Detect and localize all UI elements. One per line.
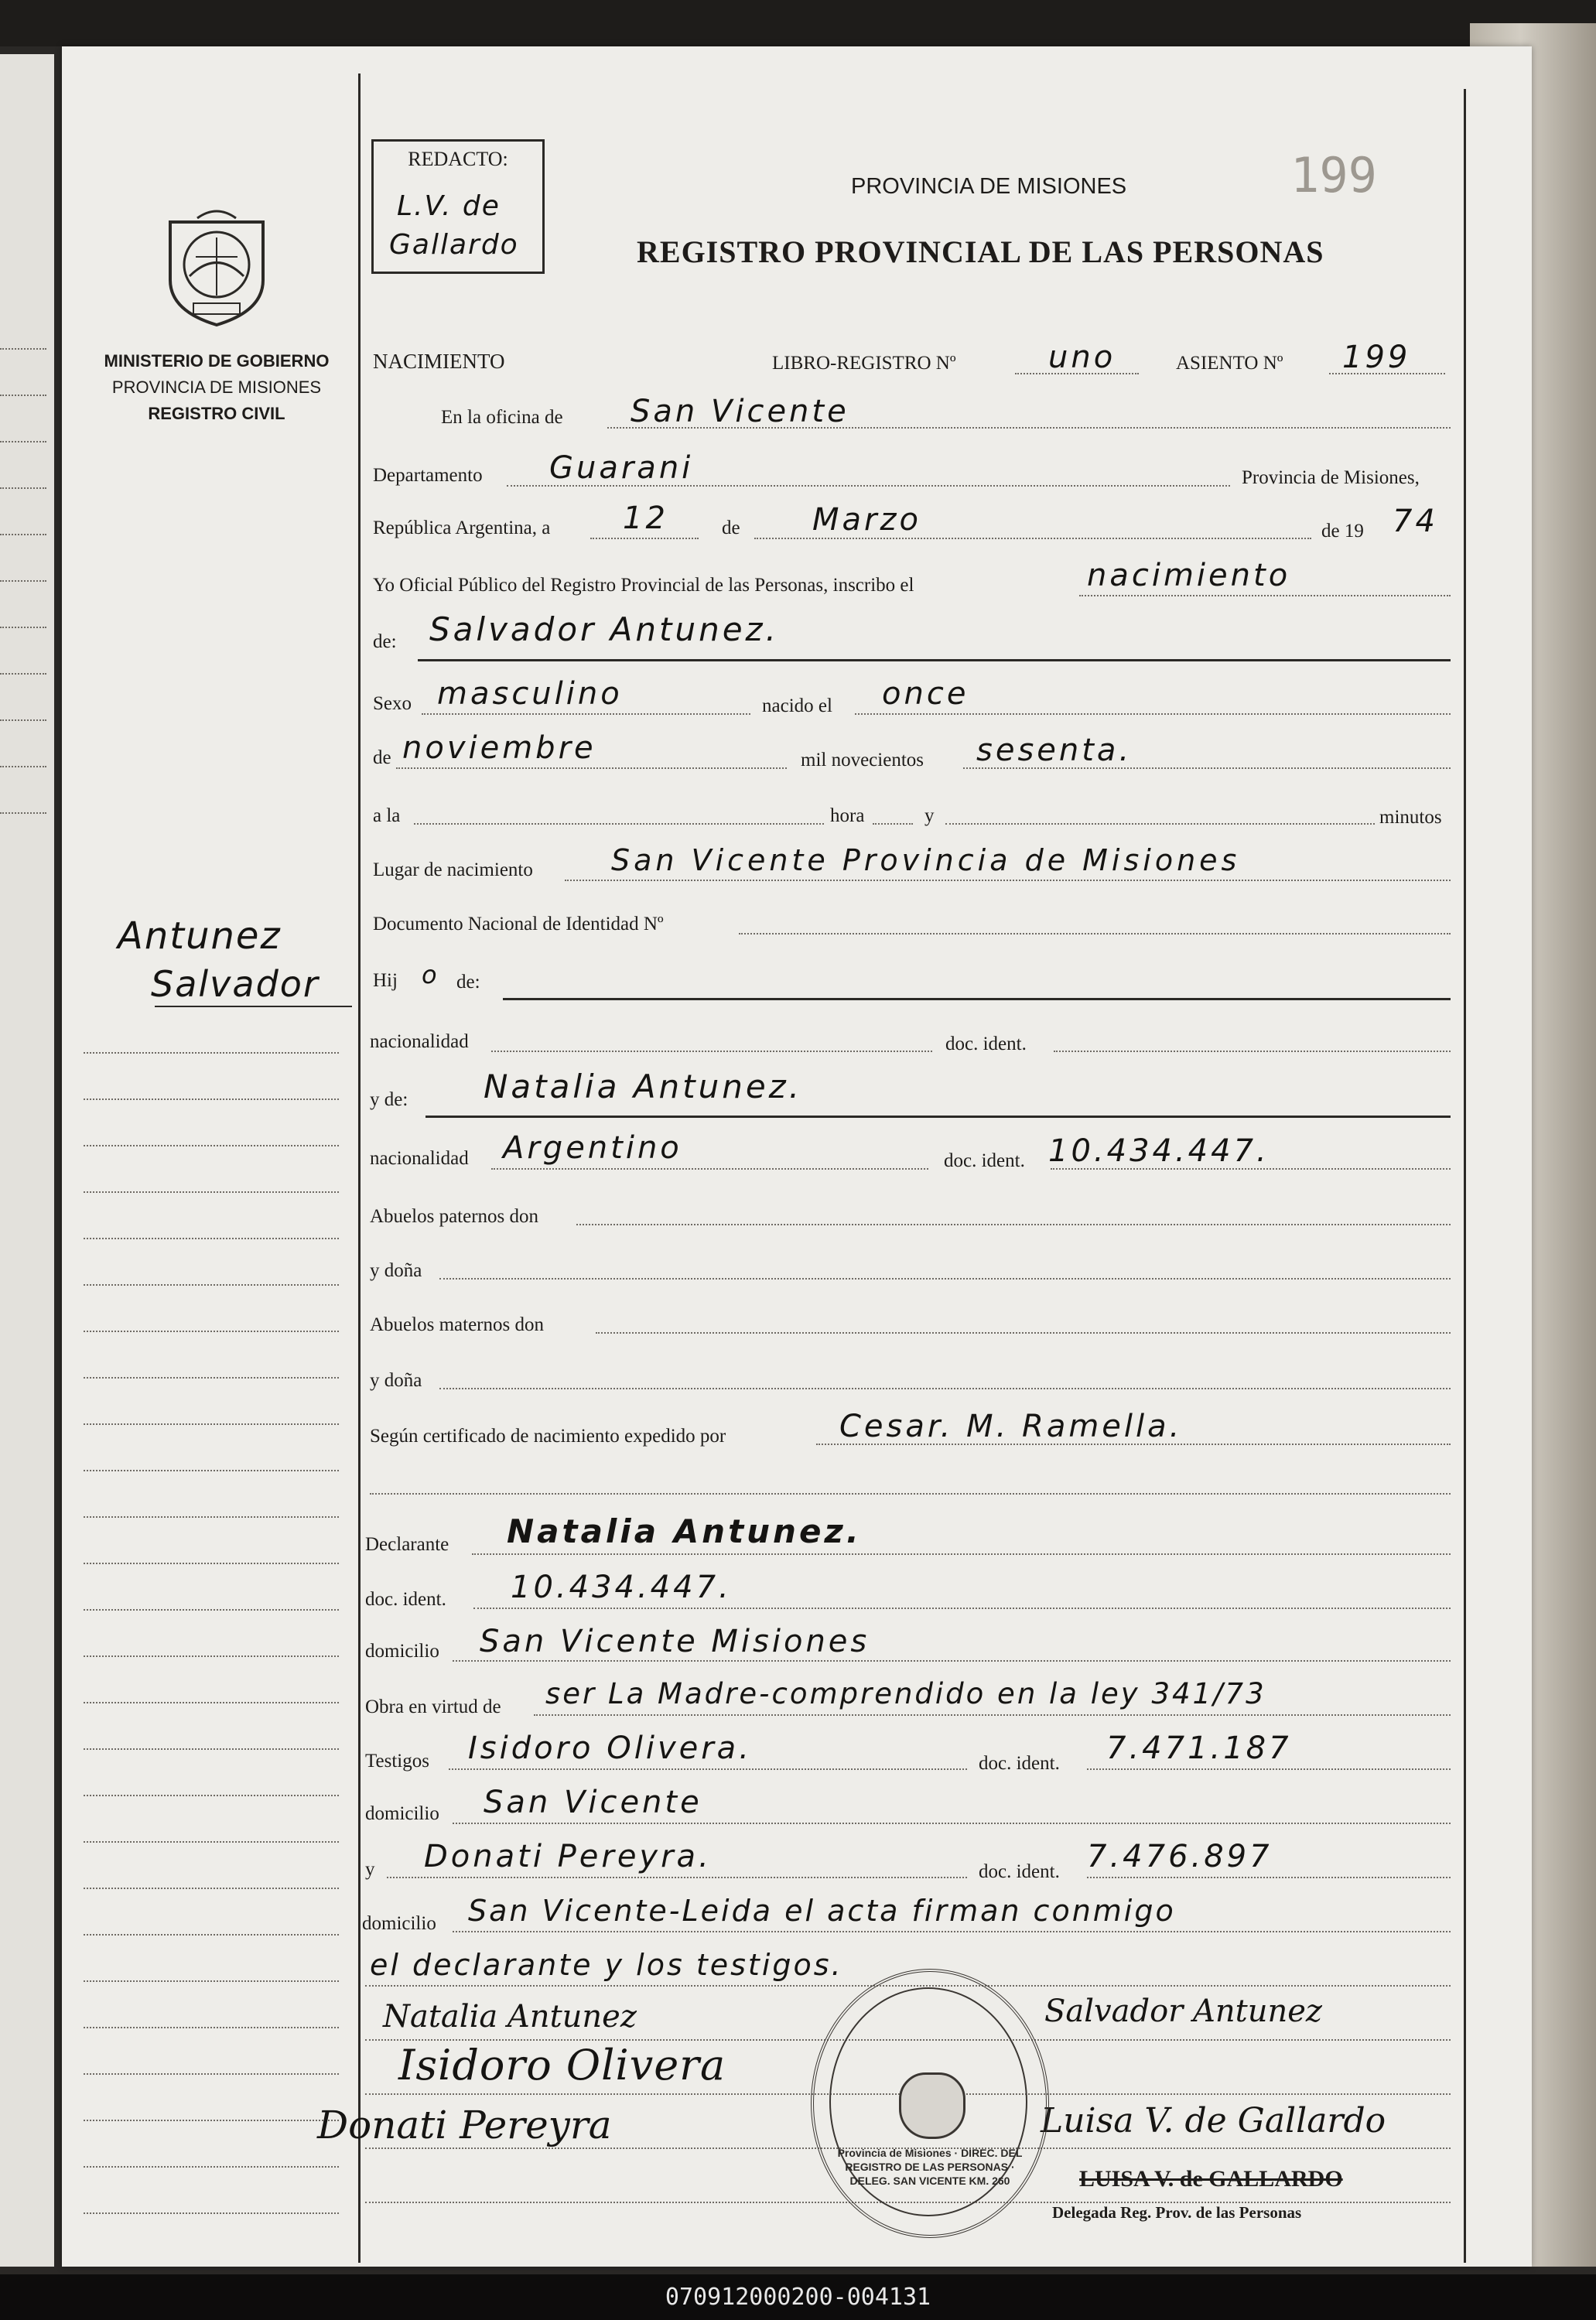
signature-declarante: Natalia Antunez [383, 1999, 637, 2035]
provincia-label: Provincia de Misiones, [1242, 467, 1420, 488]
testigo2-dots [387, 1877, 967, 1878]
mes-dots [754, 538, 1311, 539]
child-name-line [418, 659, 1451, 661]
dia-dots [590, 538, 699, 539]
testigo1-domicilio-dots [453, 1823, 1451, 1824]
de-label: de [722, 518, 740, 538]
departamento-value: Guarani [549, 450, 694, 486]
testigo1-doc-value: 7.471.187 [1106, 1731, 1292, 1766]
de-colon-label: de: [373, 631, 397, 652]
lugar-value: San Vicente Provincia de Misiones [611, 843, 1241, 877]
redacto-name-line2: Gallardo [389, 229, 519, 261]
mes-value: Marzo [812, 502, 921, 538]
abuelos-paternos-dots [576, 1224, 1451, 1225]
testigo2-domicilio-label: domicilio [362, 1913, 436, 1934]
ministry-line3: REGISTRO CIVIL [148, 404, 285, 423]
nacido-mes-dots [396, 767, 787, 769]
republica-label: República Argentina, a [373, 518, 551, 538]
father-nacionalidad-dots [491, 1051, 932, 1052]
libro-label: LIBRO-REGISTRO Nº [772, 353, 956, 374]
stamp-text: Provincia de Misiones · DIREC. DEL REGISTRO DE LAS PERSONAS · DELEG. SAN VICENTE KM. 260 [837, 2147, 1023, 2187]
oficial-dots [1079, 595, 1451, 596]
nacido-value: once [882, 676, 969, 712]
asiento-value: 199 [1342, 340, 1411, 375]
mil-label: mil novecientos [801, 750, 924, 770]
mother-nacionalidad-value: Argentino [503, 1130, 682, 1166]
certificado-value: Cesar. M. Ramella. [839, 1409, 1183, 1444]
y-label: y [924, 805, 935, 826]
official-title: Delegada Reg. Prov. de las Personas [1052, 2203, 1302, 2222]
father-line [503, 998, 1451, 1000]
certificado-dots-2 [370, 1493, 1451, 1495]
sexo-dots [422, 713, 750, 715]
form-right-border [1464, 89, 1466, 2263]
nacimiento-label: NACIMIENTO [373, 350, 505, 373]
abuelo-materno-dona-label: y doña [370, 1370, 422, 1391]
nacido-mes-value: noviembre [402, 730, 596, 766]
hora-dots [873, 823, 913, 825]
ministry-line2: PROVINCIA DE MISIONES [111, 378, 322, 397]
redacto-box [371, 139, 545, 274]
ministry-block [77, 348, 356, 427]
declarante-domicilio-label: domicilio [365, 1641, 439, 1662]
closing-text: el declarante y los testigos. [370, 1948, 843, 1982]
declarante-doc-value: 10.434.447. [511, 1570, 732, 1605]
testigo2-doc-label: doc. ident. [979, 1861, 1060, 1882]
minutos-label: minutos [1379, 807, 1442, 828]
mother-nacionalidad-label: nacionalidad [370, 1148, 469, 1169]
anio-label: de 19 [1321, 521, 1364, 542]
province-seal [159, 203, 275, 328]
testigo2-y-label: y [365, 1859, 375, 1880]
libro-value: uno [1048, 340, 1116, 375]
testigo1-dots [449, 1768, 967, 1770]
hijo-suffix: o [422, 960, 440, 989]
sexo-label: Sexo [373, 693, 412, 714]
stamp-emblem [899, 2072, 965, 2139]
declarante-doc-label: doc. ident. [365, 1589, 446, 1610]
hijo-de-label: de: [456, 972, 480, 993]
abuelo-paterno-dona-dots [439, 1278, 1451, 1280]
nacido-dots [855, 713, 1451, 715]
obra-dots [534, 1714, 1451, 1716]
testigo1-domicilio-value: San Vicente [484, 1785, 702, 1820]
hijo-label: Hij [373, 970, 398, 991]
footer-id: 070912000200-004131 [0, 2274, 1596, 2320]
anio-value: 74 [1393, 504, 1438, 539]
signature-testigo1: Isidoro Olivera [398, 2041, 726, 2089]
registry-stamp [811, 1969, 1049, 2238]
mother-name-line [425, 1116, 1451, 1118]
testigo2-doc-dots [1087, 1877, 1451, 1878]
father-nacionalidad-label: nacionalidad [370, 1031, 469, 1052]
background-top [0, 0, 1596, 46]
oficial-value: nacimiento [1087, 558, 1291, 593]
asiento-label: ASIENTO Nº [1176, 353, 1283, 374]
certificado-label: Según certificado de nacimiento expedido por [370, 1426, 726, 1447]
declarante-doc-dots [473, 1608, 1451, 1609]
testigo1-domicilio-label: domicilio [365, 1803, 439, 1824]
signature-salvador: Salvador Antunez [1044, 1994, 1323, 2029]
y-de-label: y de: [370, 1089, 408, 1110]
testigo2-domicilio-value: San Vicente-Leida el acta firman conmigo [468, 1894, 1176, 1928]
documento-dots [739, 933, 1451, 934]
testigo1-doc-dots [1087, 1768, 1451, 1770]
margin-surname: Antunez [118, 914, 282, 958]
oficina-value: San Vicente [631, 394, 849, 429]
abuelos-paternos-label: Abuelos paternos don [370, 1206, 539, 1227]
obra-value: ser La Madre-comprendido en la ley 341/73 [545, 1677, 1266, 1710]
abuelos-maternos-dots [596, 1332, 1451, 1334]
dia-value: 12 [623, 501, 668, 536]
lugar-dots [565, 880, 1451, 881]
hora-label: hora [830, 805, 865, 826]
margin-given-name: Salvador [151, 963, 320, 1005]
de-mes-label: de [373, 747, 391, 768]
official-name: LUISA V. de GALLARDO [1079, 2166, 1343, 2192]
abuelos-maternos-label: Abuelos maternos don [370, 1314, 544, 1335]
redacto-label: REDACTO: [408, 148, 508, 170]
ministry-line1: MINISTERIO DE GOBIERNO [104, 351, 330, 371]
sexo-value: masculino [437, 676, 623, 712]
nacido-label: nacido el [762, 695, 832, 716]
province-header: PROVINCIA DE MISIONES [851, 174, 1127, 199]
abuelo-paterno-dona-label: y doña [370, 1260, 422, 1281]
redacto-name-line1: L.V. de [397, 190, 501, 222]
declarante-value: Natalia Antunez. [507, 1512, 862, 1550]
mil-value: sesenta. [976, 733, 1133, 768]
child-name: Salvador Antunez. [429, 610, 779, 648]
testigo1-name: Isidoro Olivera. [468, 1731, 752, 1766]
ala-dots [414, 823, 824, 825]
father-doc-dots [1054, 1051, 1451, 1052]
minutos-dots [945, 823, 1375, 825]
mother-doc-value: 10.434.447. [1048, 1133, 1270, 1169]
testigo2-domicilio-dots [453, 1931, 1451, 1932]
documento-label: Documento Nacional de Identidad Nº [373, 914, 664, 934]
testigo1-doc-label: doc. ident. [979, 1753, 1060, 1774]
mother-name: Natalia Antunez. [484, 1068, 803, 1105]
mother-doc-label: doc. ident. [944, 1150, 1025, 1171]
registry-title: REGISTRO PROVINCIAL DE LAS PERSONAS [637, 234, 1324, 269]
lugar-label: Lugar de nacimiento [373, 859, 533, 880]
testigo2-name: Donati Pereyra. [424, 1839, 712, 1874]
declarante-domicilio-value: San Vicente Misiones [480, 1624, 870, 1659]
father-doc-label: doc. ident. [945, 1034, 1027, 1054]
margin-underline [155, 1006, 352, 1007]
departamento-label: Departamento [373, 465, 483, 486]
oficial-label: Yo Oficial Público del Registro Provincial de las Personas, inscribo el [373, 575, 914, 596]
form-left-border [358, 73, 361, 2263]
oficina-label: En la oficina de [441, 407, 563, 428]
obra-label: Obra en virtud de [365, 1696, 501, 1717]
testigo2-doc-value: 7.476.897 [1087, 1839, 1273, 1874]
signature-official: Luisa V. de Gallardo [1041, 2101, 1386, 2141]
mother-nacionalidad-dots [491, 1168, 928, 1170]
declarante-label: Declarante [365, 1534, 449, 1555]
testigos-label: Testigos [365, 1751, 429, 1772]
signature-testigo2: Donati Pereyra [317, 2103, 612, 2147]
left-page-edge [0, 54, 54, 2267]
folio-number: 199 [1290, 147, 1377, 203]
declarante-dots [472, 1553, 1451, 1555]
ala-label: a la [373, 805, 401, 826]
declarante-domicilio-dots [453, 1660, 1451, 1662]
abuelo-materno-dona-dots [439, 1388, 1451, 1389]
